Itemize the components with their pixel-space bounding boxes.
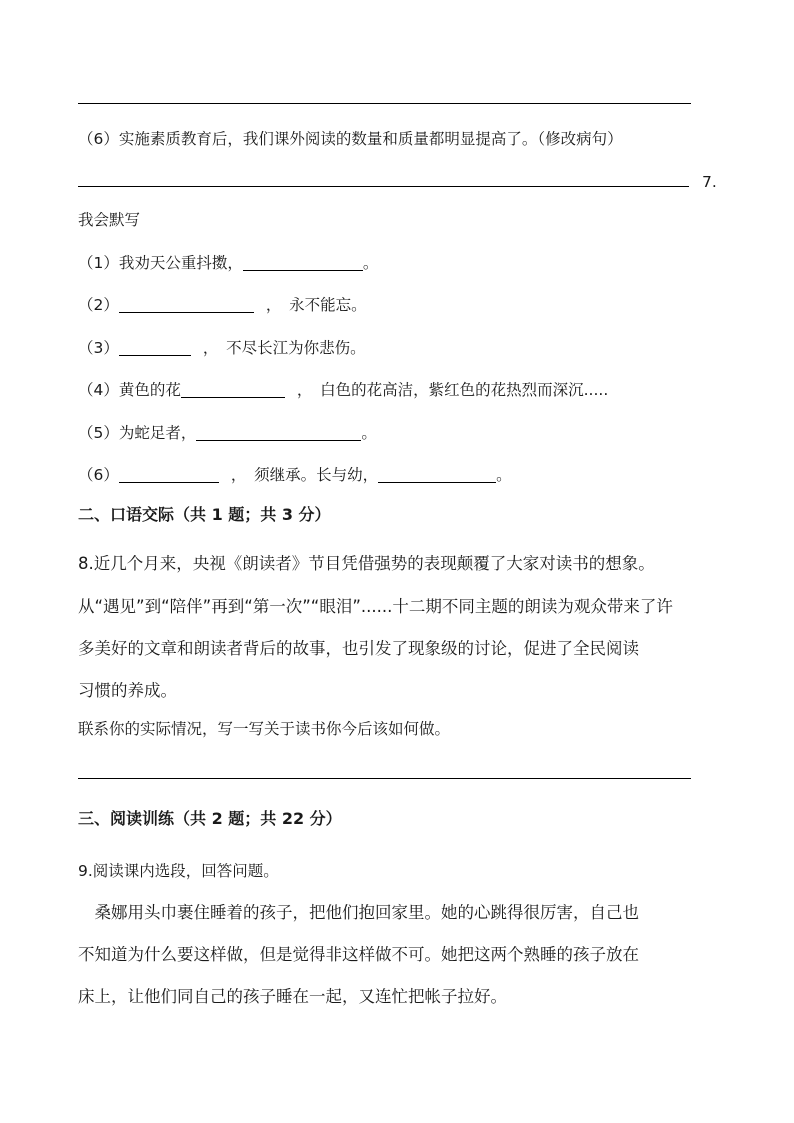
blank-2[interactable] bbox=[119, 296, 254, 313]
q7-item-2 bbox=[78, 295, 367, 315]
q7-item-4-mid: ， 白色的花高洁，紫红色的花热烈而深沉..... bbox=[296, 381, 609, 399]
q7-item-1-end: 。 bbox=[362, 254, 379, 272]
q7-item-3-text: （3） bbox=[78, 339, 119, 357]
blank-6b[interactable] bbox=[378, 466, 496, 483]
q7-item-3 bbox=[78, 338, 366, 358]
q6-modify-sentence: （6）实施素质教育后，我们课外阅读的数量和质量都明显提高了。（修改病句） bbox=[78, 130, 623, 148]
q9-title: 9.阅读课内选段，回答问题。 bbox=[78, 862, 279, 880]
section-2-heading: 二、口语交际（共 1 题；共 3 分） bbox=[78, 505, 331, 524]
q8-line-2: 从“遇见”到“陪伴”再到“第一次”“眼泪”......十二期不同主题的朗读为观众带来了许 bbox=[78, 597, 673, 616]
q9-passage-line-1: 桑娜用头巾裹住睡着的孩子，把他们抱回家里。她的心跳得很厉害，自己也 bbox=[78, 903, 639, 922]
q7-item-2-text: （2） bbox=[78, 296, 119, 314]
q7-item-6-text: （6） bbox=[78, 466, 119, 484]
blank-1[interactable] bbox=[243, 254, 363, 271]
answer-line-q6 bbox=[78, 186, 689, 187]
answer-line-q8 bbox=[78, 778, 691, 779]
q8-line-1: 8.近几个月来，央视《朗读者》节目凭借强势的表现颠覆了大家对读书的想象。 bbox=[78, 554, 655, 573]
blank-6a[interactable] bbox=[119, 466, 219, 483]
q7-item-5 bbox=[78, 423, 377, 443]
q7-title: 我会默写 bbox=[78, 211, 141, 229]
q7-item-3-mid: ， 不尽长江为你悲伤。 bbox=[202, 339, 366, 357]
blank-3[interactable] bbox=[119, 339, 191, 356]
q7-item-4-text: （4）黄色的花 bbox=[78, 381, 181, 399]
q9-passage-line-3: 床上，让他们同自己的孩子睡在一起，又连忙把帐子拉好。 bbox=[78, 987, 507, 1006]
blank-5[interactable] bbox=[196, 424, 361, 441]
q9-passage-line-2: 不知道为什么要这样做，但是觉得非这样做不可。她把这两个熟睡的孩子放在 bbox=[78, 945, 639, 964]
q7-item-5-end: 。 bbox=[361, 424, 377, 442]
q7-item-1-text: （1）我劝天公重抖擞， bbox=[78, 254, 243, 272]
q7-number: 7. bbox=[702, 173, 717, 191]
q8-line-4: 习惯的养成。 bbox=[78, 681, 177, 700]
q7-item-6 bbox=[78, 465, 512, 485]
blank-4[interactable] bbox=[181, 381, 285, 398]
q7-item-2-mid: ， 永不能忘。 bbox=[265, 296, 367, 314]
q7-item-1 bbox=[78, 253, 378, 273]
q7-item-5-text: （5）为蛇足者， bbox=[78, 424, 197, 442]
q7-item-6-end: 。 bbox=[496, 466, 512, 484]
q8-task: 联系你的实际情况，写一写关于读书你今后该如何做。 bbox=[78, 720, 451, 738]
answer-line-q5 bbox=[78, 103, 691, 104]
section-3-heading: 三、阅读训练（共 2 题；共 22 分） bbox=[78, 809, 342, 828]
q7-item-4 bbox=[78, 380, 608, 400]
q7-item-6-mid: ， 须继承。长与幼， bbox=[230, 466, 379, 484]
q8-line-3: 多美好的文章和朗读者背后的故事，也引发了现象级的讨论，促进了全民阅读 bbox=[78, 639, 639, 658]
